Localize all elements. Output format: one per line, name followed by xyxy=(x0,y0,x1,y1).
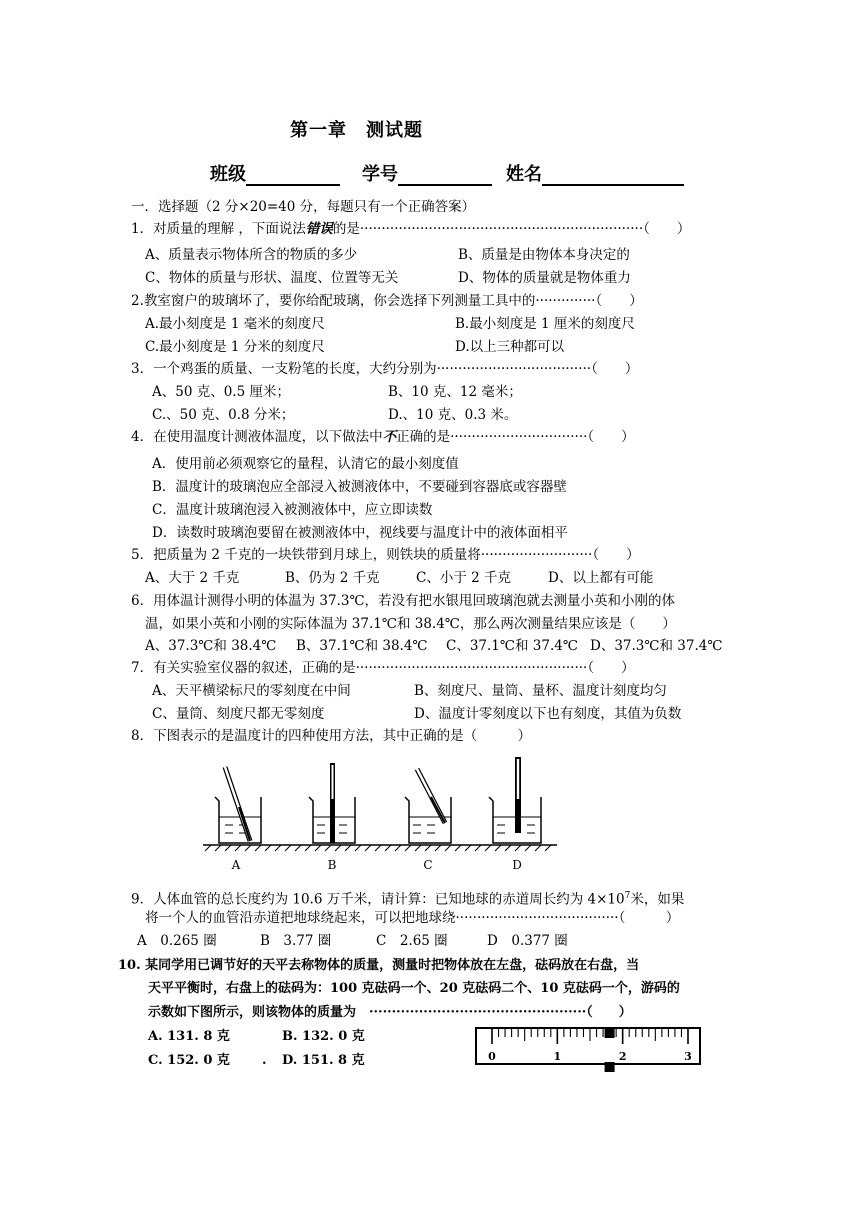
class-blank[interactable] xyxy=(246,164,340,186)
beaker-label-c: C xyxy=(423,858,433,872)
beaker-label-b: B xyxy=(327,858,337,872)
question-1-stem xyxy=(131,220,690,238)
question-10-stem-line3: 示数如下图所示，则该物体的质量为 ················································（ ） xyxy=(148,1005,632,1020)
scale-label-1: 1 xyxy=(553,1050,562,1063)
question-9-stem-line2: 将一个人的血管沿赤道把地球绕起来，可以把地球绕······································（ ） xyxy=(145,910,680,926)
q9-option-b: B 3.77 圈 xyxy=(260,933,332,949)
q5-option-d: D、以上都有可能 xyxy=(548,570,654,586)
scale-label-2: 2 xyxy=(618,1050,627,1063)
q9-option-a: A 0.265 圈 xyxy=(137,933,217,949)
scale-label-0: 0 xyxy=(488,1050,496,1063)
question-5-stem: 5．把质量为 2 千克的一块铁带到月球上，则铁块的质量将··························（ ） xyxy=(131,547,640,563)
q1-option-d: D、物体的质量就是物体重力 xyxy=(458,270,631,286)
question-4-stem xyxy=(131,428,635,446)
beaker-b xyxy=(309,763,355,843)
rider-scale-figure xyxy=(474,1020,704,1072)
q3-option-a: A、50 克、0.5 厘米； xyxy=(152,384,290,400)
q9-exponent: 7 xyxy=(624,891,631,901)
q2-option-c: C.最小刻度是 1 分米的刻度尺 xyxy=(145,339,325,355)
question-6-stem-line2: 温，如果小英和小刚的实际体温为 37.1℃和 38.4℃，那么两次测量结果应该是（ ） xyxy=(145,616,676,632)
beaker-label-d: D xyxy=(512,858,522,872)
rider-top xyxy=(605,1028,615,1038)
question-6-stem-line1: 6．用体温计测得小明的体温为 37.3℃，若没有把水银甩回玻璃泡就去测量小英和小刚的体 xyxy=(131,593,676,609)
name-blank[interactable] xyxy=(542,164,684,186)
q3-option-c: C.、50 克、0.8 分米； xyxy=(152,407,295,423)
q4-option-b: B．温度计的玻璃泡应全部浸入被测液体中，不要碰到容器底或容器壁 xyxy=(152,479,567,495)
q1-option-c: C、物体的质量与形状、温度、位置等无关 xyxy=(145,270,399,286)
question-10-stem-line1: 10. 某同学用已调节好的天平去称物体的质量，测量时把物体放在左盘，砝码放在右盘，当 xyxy=(118,958,640,973)
q10-option-d: D. 151. 8 克 xyxy=(282,1053,365,1068)
q1-option-b: B、质量是由物体本身决定的 xyxy=(458,247,630,263)
student-id-label: 学号 xyxy=(362,164,398,185)
q7-option-d: D、温度计零刻度以下也有刻度，其值为负数 xyxy=(414,706,682,722)
rider-marker xyxy=(605,1028,615,1072)
question-10-stem-line2: 天平平衡时，右盘上的砝码为：100 克砝码一个、20 克砝码二个、10 克砝码一个，游码的 xyxy=(148,981,680,996)
q1-stem-b: 的是 xyxy=(332,221,360,237)
beaker-a xyxy=(215,767,261,843)
q1-emphasis: 错误 xyxy=(305,221,333,237)
q9-option-d: D 0.377 圈 xyxy=(487,933,568,949)
q5-option-b: B、仍为 2 千克 xyxy=(285,570,380,586)
q6-option-a: A、37.3℃和 38.4℃ xyxy=(145,638,277,654)
q7-option-c: C、量筒、刻度尺都无零刻度 xyxy=(152,706,325,722)
q4-option-a: A．使用前必须观察它的量程，认清它的最小刻度值 xyxy=(152,456,459,472)
q4-stem-b: 正确的是································（ ） xyxy=(396,429,635,445)
q9-stem-b: 米，如果 xyxy=(630,891,685,908)
section-heading: 一．选择题（2 分×20=40 分，每题只有一个正确答案） xyxy=(131,199,476,215)
q4-stem-a: 4．在使用温度计测液体温度，以下做法中 xyxy=(131,429,383,445)
q1-dots: ··································································（ ） xyxy=(359,221,691,237)
beaker-d xyxy=(489,757,541,843)
beaker-label-a: A xyxy=(231,858,241,872)
question-9-stem-line1 xyxy=(131,887,684,909)
q6-option-d: D、37.3℃和 37.4℃ xyxy=(590,638,723,654)
q5-option-c: C、小于 2 千克 xyxy=(416,570,512,586)
q4-option-c: C．温度计玻璃泡浸入被测液体中，应立即读数 xyxy=(152,502,433,518)
q10-option-c: C. 152. 0 克 xyxy=(148,1053,230,1068)
class-field xyxy=(210,160,340,186)
q1-option-a: A、质量表示物体所含的物质的多少 xyxy=(145,247,358,263)
question-3-stem: 3．一个鸡蛋的质量、一支粉笔的长度，大约分别为····································（ ） xyxy=(131,361,639,377)
beaker-c xyxy=(405,769,451,843)
q2-option-b: B.最小刻度是 1 厘米的刻度尺 xyxy=(455,316,635,332)
name-field xyxy=(506,160,684,186)
rider-bottom xyxy=(605,1062,615,1072)
question-2-stem: 2.教室窗户的玻璃坏了，要你给配玻璃，你会选择下列测量工具中的··············（ ） xyxy=(131,293,643,309)
student-id-field xyxy=(362,160,492,186)
name-label: 姓名 xyxy=(506,164,542,185)
q9-option-c: C 2.65 圈 xyxy=(376,933,448,949)
q2-option-d: D.以上三种都可以 xyxy=(455,339,565,355)
question-7-stem: 7．有关实验室仪器的叙述，正确的是······················································（ ） xyxy=(131,660,635,676)
q5-option-a: A、大于 2 千克 xyxy=(145,570,240,586)
q10-option-b: B. 132. 0 克 xyxy=(282,1029,365,1044)
q7-option-a: A、天平横梁标尺的零刻度在中间 xyxy=(152,683,351,699)
q10-option-a: A. 131. 8 克 xyxy=(148,1029,230,1044)
scale-label-3: 3 xyxy=(684,1050,692,1063)
class-label: 班级 xyxy=(210,164,246,185)
question-8-stem: 8．下图表示的是温度计的四种使用方法，其中正确的是（ ） xyxy=(131,728,532,744)
q4-emphasis: 不 xyxy=(382,429,397,445)
q2-option-a: A.最小刻度是 1 毫米的刻度尺 xyxy=(145,316,325,332)
q4-option-d: D．读数时玻璃泡要留在被测液体中，视线要与温度计中的液体面相平 xyxy=(152,525,568,541)
student-id-blank[interactable] xyxy=(398,164,492,186)
q3-option-b: B、10 克、12 毫米； xyxy=(388,384,522,400)
q10-option-dot: . xyxy=(262,1053,267,1068)
q3-option-d: D.、10 克、0.3 米。 xyxy=(388,407,518,423)
page-title: 第一章 测试题 xyxy=(290,120,423,141)
q6-option-b: B、37.1℃和 38.4℃ xyxy=(296,638,428,654)
thermometer-figure xyxy=(195,755,575,875)
q6-option-c: C、37.1℃和 37.4℃ xyxy=(446,638,578,654)
q7-option-b: B、刻度尺、量筒、量杯、温度计刻度均匀 xyxy=(414,683,667,699)
q1-stem-a: 1．对质量的理解 ，下面说法 xyxy=(131,221,306,237)
q9-stem-a: 9．人体血管的总长度约为 10.6 万千米，请计算：已知地球的赤道周长约为 4×10 xyxy=(131,891,625,908)
